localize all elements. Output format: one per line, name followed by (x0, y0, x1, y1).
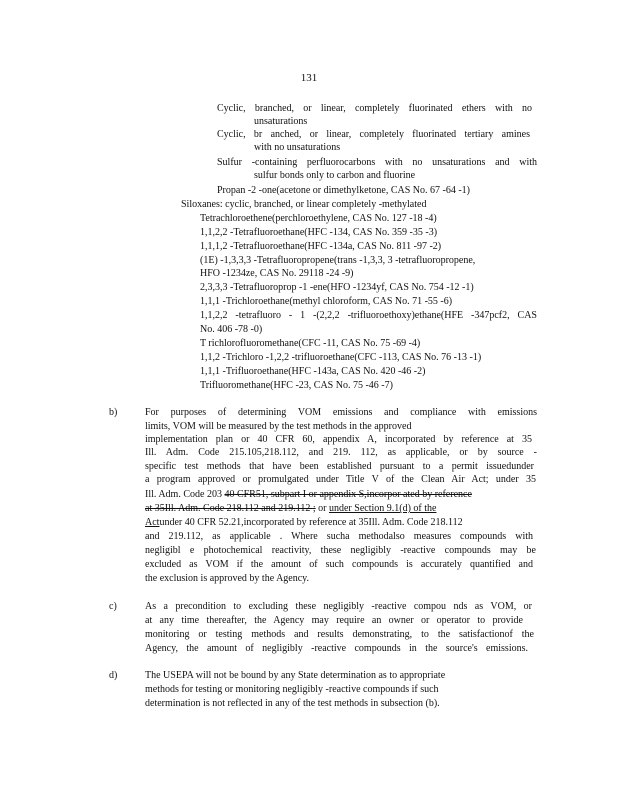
compound-line: 1,1,1 -Trifluoroethane(HFC -143a, CAS No. 420 -46 -2) (200, 366, 426, 377)
list-item-line: sulfur bonds only to carbon and fluorine (254, 170, 416, 181)
paragraph-b-line: negligibl e photochemical reactivity, these negligibly -reactive compounds may be (145, 545, 536, 556)
list-item-line: unsaturations (254, 116, 308, 127)
compound-line: Trifluoromethane(HFC -23, CAS No. 75 -46 -7) (200, 380, 393, 391)
compound-line: 1,1,2,2 -Tetrafluoroethane(HFC -134, CAS No. 359 -35 -3) (200, 227, 438, 238)
paragraph-b-line: limits, VOM will be measured by the test methods in the approved (145, 421, 412, 432)
underlined-text: under Section 9.1(d) of the (328, 503, 437, 514)
list-item-line: Cyclic, br anched, or linear, completely fluorinated tertiary amines (217, 129, 530, 140)
paragraph-b-line: Ill. Adm. Code 215.105,218.112, and 219. 112, as applicable, or by source - (145, 447, 537, 458)
paragraph-b-line (145, 489, 472, 500)
struck-text: at 35Ill. Adm. Code 218.112 and 219.112 (145, 503, 313, 514)
paragraph-b-line: implementation plan or 40 CFR 60, appendix A, incorporated by reference at 35 (145, 434, 532, 445)
paragraph-b-line: and 219.112, as applicable . Where sucha methodalso measures compounds with (145, 531, 533, 542)
underlined-text: Act (145, 517, 160, 528)
list-item-line: Sulfur -containing perfluorocarbons with no unsaturations and with (217, 157, 537, 168)
paragraph-d-line: The USEPA will not be bound by any State determination as to appropriate (145, 670, 446, 681)
paragraph-b-text: under 40 CFR 52.21,incorporated by reference at 35Ill. Adm. Code 218.112 (159, 517, 463, 528)
compound-line: No. 406 -78 -0) (200, 324, 263, 335)
paragraph-c-line: As a precondition to excluding these negligibly -reactive compou nds as VOM, or (145, 601, 532, 612)
compound-line: HFO -1234ze, CAS No. 29118 -24 -9) (200, 268, 354, 279)
paragraph-d-line: determination is not reflected in any of the test methods in subsection (b). (145, 698, 440, 709)
paragraph-b-line: excluded as VOM if the amount of such compounds is accurately quantified and (145, 559, 533, 570)
paragraph-b-line (145, 503, 436, 514)
paragraph-c-line: monitoring or testing methods and results demonstrating, to the satisfactionof the (145, 629, 534, 640)
compound-line: 1,1,1,2 -Tetrafluoroethane(HFC -134a, CAS No. 811 -97 -2) (200, 241, 442, 252)
compound-line: 1,1,2 -Trichloro -1,2,2 -trifluoroethane(CFC -113, CAS No. 76 -13 -1) (200, 352, 482, 363)
paragraph-label-d: d) (109, 670, 118, 681)
paragraph-label-c: c) (109, 601, 117, 612)
paragraph-c-line: at any time thereafter, the Agency may require an owner or operator to provide (145, 615, 523, 626)
paragraph-b-text: Ill. Adm. Code 203 (145, 489, 222, 500)
compound-line: Tetrachloroethene(perchloroethylene, CAS No. 127 -18 -4) (200, 213, 437, 224)
paragraph-b-text: or (315, 503, 329, 514)
paragraph-d-line: methods for testing or monitoring negligibly -reactive compounds if such (145, 684, 439, 695)
compound-line: 1,1,2,2 -tetrafluoro - 1 -(2,2,2 -trifluoroethoxy)ethane(HFE -347pcf2, CAS (200, 310, 537, 321)
paragraph-c-line: Agency, the amount of negligibly -reactive compounds in the source's emissions. (145, 643, 528, 654)
paragraph-b-line: For purposes of determining VOM emissions and compliance with emissions (145, 407, 537, 418)
list-item-line: Cyclic, branched, or linear, completely fluorinated ethers with no (217, 103, 532, 114)
compound-line: 2,3,3,3 -Tetrafluoroprop -1 -ene(HFO -1234yf, CAS No. 754 -12 -1) (200, 282, 474, 293)
siloxanes-line: Siloxanes: cyclic, branched, or linear completely -methylated (181, 199, 427, 210)
paragraph-b-line: a program approved or promulgated under Title V of the Clean Air Act; under 35 (145, 474, 536, 485)
page-number: 131 (300, 72, 318, 84)
list-item-line: with no unsaturations (254, 142, 341, 153)
paragraph-b-line: specific test methods that have been established pursuant to a permit issuedunder (145, 461, 534, 472)
struck-text: 40 CFR51, subpart I or appendix S,incorpor ated by reference (224, 489, 472, 500)
list-item-line: Propan -2 -one(acetone or dimethylketone, CAS No. 67 -64 -1) (217, 185, 470, 196)
paragraph-b-line: the exclusion is approved by the Agency. (145, 573, 310, 584)
compound-line: (1E) -1,3,3,3 -Tetrafluoropropene(trans -1,3,3, 3 -tetrafluoropropene, (200, 255, 476, 266)
compound-line: T richlorofluoromethane(CFC -11, CAS No. 75 -69 -4) (200, 338, 421, 349)
compound-line: 1,1,1 -Trichloroethane(methyl chloroform, CAS No. 71 -55 -6) (200, 296, 453, 307)
struck-text: ; (312, 503, 316, 514)
paragraph-label-b: b) (109, 407, 118, 418)
paragraph-b-line (145, 517, 463, 528)
